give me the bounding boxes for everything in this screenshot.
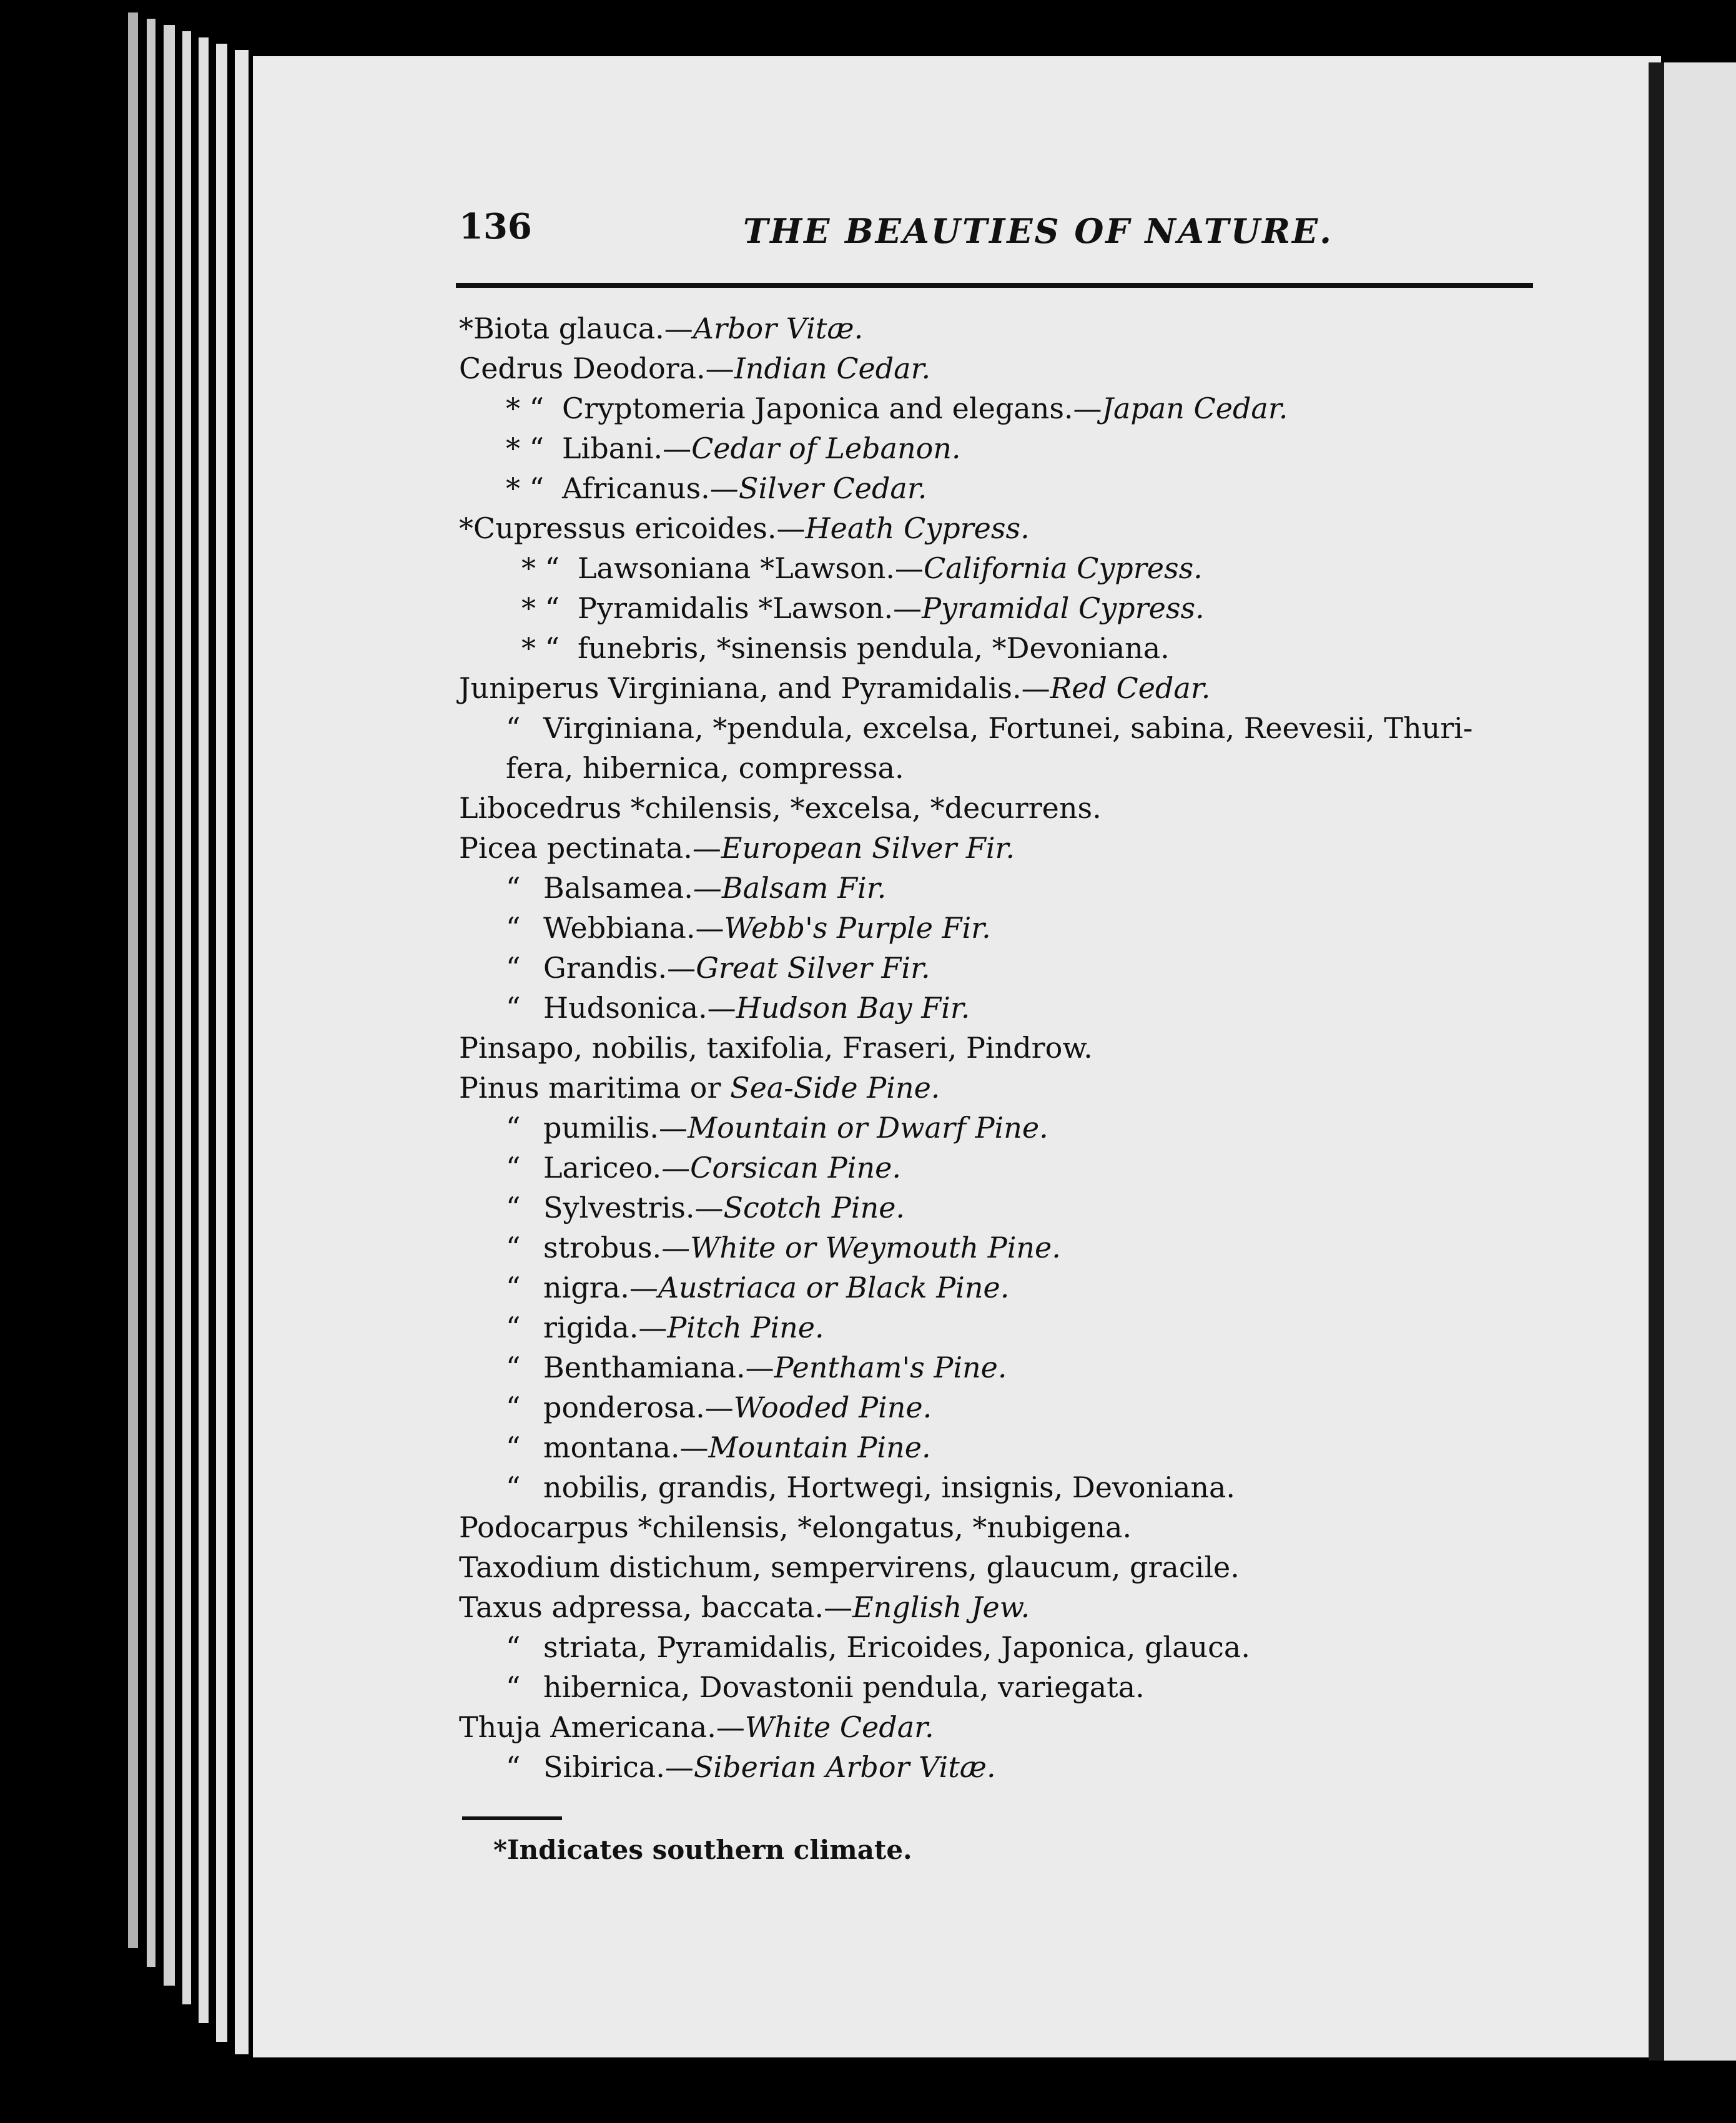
botanical-name: Grandis.— <box>543 951 696 985</box>
conifer-list <box>459 308 1558 1787</box>
common-name: Wooded Pine. <box>733 1391 932 1424</box>
ditto-mark: * “ <box>506 471 545 505</box>
list-item <box>459 1587 1558 1627</box>
common-name: Sea-Side Pine. <box>730 1071 940 1105</box>
common-name: California Cypress. <box>923 551 1203 585</box>
common-name: Webb's Purple Fir. <box>724 911 991 945</box>
botanical-name: Taxus adpressa, baccata.— <box>459 1590 853 1624</box>
list-item <box>459 788 1558 828</box>
botanical-name: Podocarpus *chilensis, *elongatus, *nubigena. <box>459 1510 1132 1544</box>
ditto-mark: “ <box>506 1431 521 1464</box>
ditto-mark: “ <box>506 1151 521 1185</box>
botanical-name: Balsamea.— <box>543 871 722 905</box>
list-item <box>459 668 1558 708</box>
page-stack-edge <box>182 31 191 2004</box>
ditto-mark: “ <box>506 1231 521 1264</box>
ditto-mark: “ <box>506 991 521 1025</box>
common-name: Pitch Pine. <box>667 1311 824 1344</box>
common-name: White or Weymouth Pine. <box>690 1231 1061 1264</box>
ditto-mark: “ <box>506 711 521 745</box>
botanical-name: nobilis, grandis, Hortwegi, insignis, Devoniana. <box>543 1470 1236 1504</box>
botanical-name: Pinus maritima or <box>459 1071 731 1105</box>
common-name: Pentham's Pine. <box>774 1351 1007 1384</box>
ditto-mark: “ <box>506 871 521 905</box>
botanical-name: Libani.— <box>562 431 692 465</box>
ditto-mark: “ <box>506 1271 521 1304</box>
botanical-name: *Biota glauca.— <box>459 312 693 345</box>
common-name: Mountain or Dwarf Pine. <box>688 1111 1048 1145</box>
list-item <box>459 748 1558 788</box>
botanical-name: Hudsonica.— <box>543 991 736 1025</box>
common-name: Japan Cedar. <box>1102 392 1288 425</box>
ditto-mark: “ <box>506 1630 521 1664</box>
botanical-name: strobus.— <box>543 1231 691 1264</box>
ditto-mark: “ <box>506 1391 521 1424</box>
header-rule <box>456 283 1533 288</box>
facing-page-edge <box>1664 62 1736 2061</box>
botanical-name: Pinsapo, nobilis, taxifolia, Fraseri, Pindrow. <box>459 1031 1093 1065</box>
book-gutter <box>1649 62 1666 2061</box>
botanical-name: fera, hibernica, compressa. <box>506 751 904 785</box>
list-item <box>459 828 1558 868</box>
list-item <box>459 1108 1558 1148</box>
common-name: Pyramidal Cypress. <box>922 591 1205 625</box>
ditto-mark: “ <box>506 1191 521 1224</box>
ditto-mark: “ <box>506 1111 521 1145</box>
page-stack-edge <box>128 12 138 1948</box>
list-item <box>459 1747 1558 1787</box>
botanical-name: Juniperus Virginiana, and Pyramidalis.— <box>459 671 1050 705</box>
list-item <box>459 908 1558 948</box>
footnote-rule <box>462 1816 562 1820</box>
list-item <box>459 868 1558 908</box>
botanical-name: Picea pectinata.— <box>459 831 721 865</box>
list-item <box>459 1347 1558 1387</box>
botanical-name: Virginiana, *pendula, excelsa, Fortunei, sabina, Reevesii, Thuri- <box>543 711 1473 745</box>
list-item <box>459 1707 1558 1747</box>
ditto-mark: * “ <box>506 431 545 465</box>
ditto-mark: “ <box>506 911 521 945</box>
list-item <box>459 1188 1558 1228</box>
list-item <box>459 428 1558 468</box>
botanical-name: Webbiana.— <box>543 911 724 945</box>
page-stack-edge <box>147 19 155 1967</box>
common-name: Mountain Pine. <box>708 1431 931 1464</box>
ditto-mark: * “ <box>521 551 560 585</box>
botanical-name: Cryptomeria Japonica and elegans.— <box>562 392 1102 425</box>
botanical-name: hibernica, Dovastonii pendula, variegata. <box>543 1670 1145 1704</box>
botanical-name: striata, Pyramidalis, Ericoides, Japonica, glauca. <box>543 1630 1250 1664</box>
list-item <box>459 588 1558 628</box>
ditto-mark: “ <box>506 951 521 985</box>
common-name: Scotch Pine. <box>723 1191 905 1224</box>
ditto-mark: “ <box>506 1670 521 1704</box>
list-item <box>459 1268 1558 1308</box>
common-name: Balsam Fir. <box>721 871 887 905</box>
list-item <box>459 1387 1558 1427</box>
list-item <box>459 468 1558 508</box>
list-item <box>459 1667 1558 1707</box>
list-item <box>459 308 1558 348</box>
common-name: Arbor Vitæ. <box>693 312 864 345</box>
botanical-name: Taxodium distichum, sempervirens, glaucum, gracile. <box>459 1550 1240 1584</box>
list-item <box>459 508 1558 548</box>
ditto-mark: * “ <box>506 392 545 425</box>
list-item <box>459 1308 1558 1347</box>
footnote: *Indicates southern climate. <box>493 1835 912 1865</box>
common-name: Siberian Arbor Vitæ. <box>693 1750 996 1784</box>
list-item <box>459 548 1558 588</box>
botanical-name: Sylvestris.— <box>543 1191 724 1224</box>
list-item <box>459 708 1558 748</box>
botanical-name: pumilis.— <box>543 1111 688 1145</box>
page-stack-edge <box>216 44 227 2042</box>
botanical-name: Pyramidalis *Lawson.— <box>578 591 922 625</box>
common-name: Cedar of Lebanon. <box>691 431 961 465</box>
common-name: English Jew. <box>852 1590 1030 1624</box>
list-item <box>459 1467 1558 1507</box>
list-item <box>459 948 1558 988</box>
list-item <box>459 628 1558 668</box>
list-item <box>459 988 1558 1028</box>
ditto-mark: “ <box>506 1311 521 1344</box>
page-stack-edge <box>164 25 175 1986</box>
botanical-name: Lariceo.— <box>543 1151 691 1185</box>
botanical-name: ponderosa.— <box>543 1391 734 1424</box>
common-name: Great Silver Fir. <box>696 951 930 985</box>
ditto-mark: “ <box>506 1470 521 1504</box>
common-name: Heath Cypress. <box>805 511 1030 545</box>
botanical-name: Lawsoniana *Lawson.— <box>578 551 924 585</box>
botanical-name: rigida.— <box>543 1311 668 1344</box>
botanical-name: Thuja Americana.— <box>459 1710 745 1744</box>
botanical-name: Cedrus Deodora.— <box>459 352 734 385</box>
botanical-name: funebris, *sinensis pendula, *Devoniana. <box>578 631 1170 665</box>
botanical-name: montana.— <box>543 1431 709 1464</box>
common-name: Corsican Pine. <box>690 1151 901 1185</box>
common-name: Red Cedar. <box>1050 671 1211 705</box>
common-name: Indian Cedar. <box>734 352 931 385</box>
list-item <box>459 388 1558 428</box>
page-header <box>459 206 1533 262</box>
botanical-name: Africanus.— <box>562 471 739 505</box>
ditto-mark: * “ <box>521 591 560 625</box>
list-item <box>459 1507 1558 1547</box>
page-stack-edge <box>199 37 209 2023</box>
botanical-name: nigra.— <box>543 1271 658 1304</box>
botanical-name: Benthamiana.— <box>543 1351 774 1384</box>
ditto-mark: * “ <box>521 631 560 665</box>
list-item <box>459 348 1558 388</box>
running-title: THE BEAUTIES OF NATURE. <box>743 211 1333 251</box>
list-item <box>459 1547 1558 1587</box>
list-item <box>459 1627 1558 1667</box>
botanical-name: Sibirica.— <box>543 1750 694 1784</box>
botanical-name: *Cupressus ericoides.— <box>459 511 806 545</box>
common-name: Silver Cedar. <box>738 471 927 505</box>
page-stack-edge <box>235 50 249 2054</box>
list-item <box>459 1427 1558 1467</box>
common-name: European Silver Fir. <box>721 831 1015 865</box>
list-item <box>459 1228 1558 1268</box>
common-name: Austriaca or Black Pine. <box>658 1271 1010 1304</box>
ditto-mark: “ <box>506 1351 521 1384</box>
list-item <box>459 1028 1558 1068</box>
list-item <box>459 1148 1558 1188</box>
botanical-name: Libocedrus *chilensis, *excelsa, *decurrens. <box>459 791 1102 825</box>
ditto-mark: “ <box>506 1750 521 1784</box>
common-name: Hudson Bay Fir. <box>736 991 970 1025</box>
page-number: 136 <box>459 206 532 247</box>
common-name: White Cedar. <box>744 1710 934 1744</box>
list-item <box>459 1068 1558 1108</box>
